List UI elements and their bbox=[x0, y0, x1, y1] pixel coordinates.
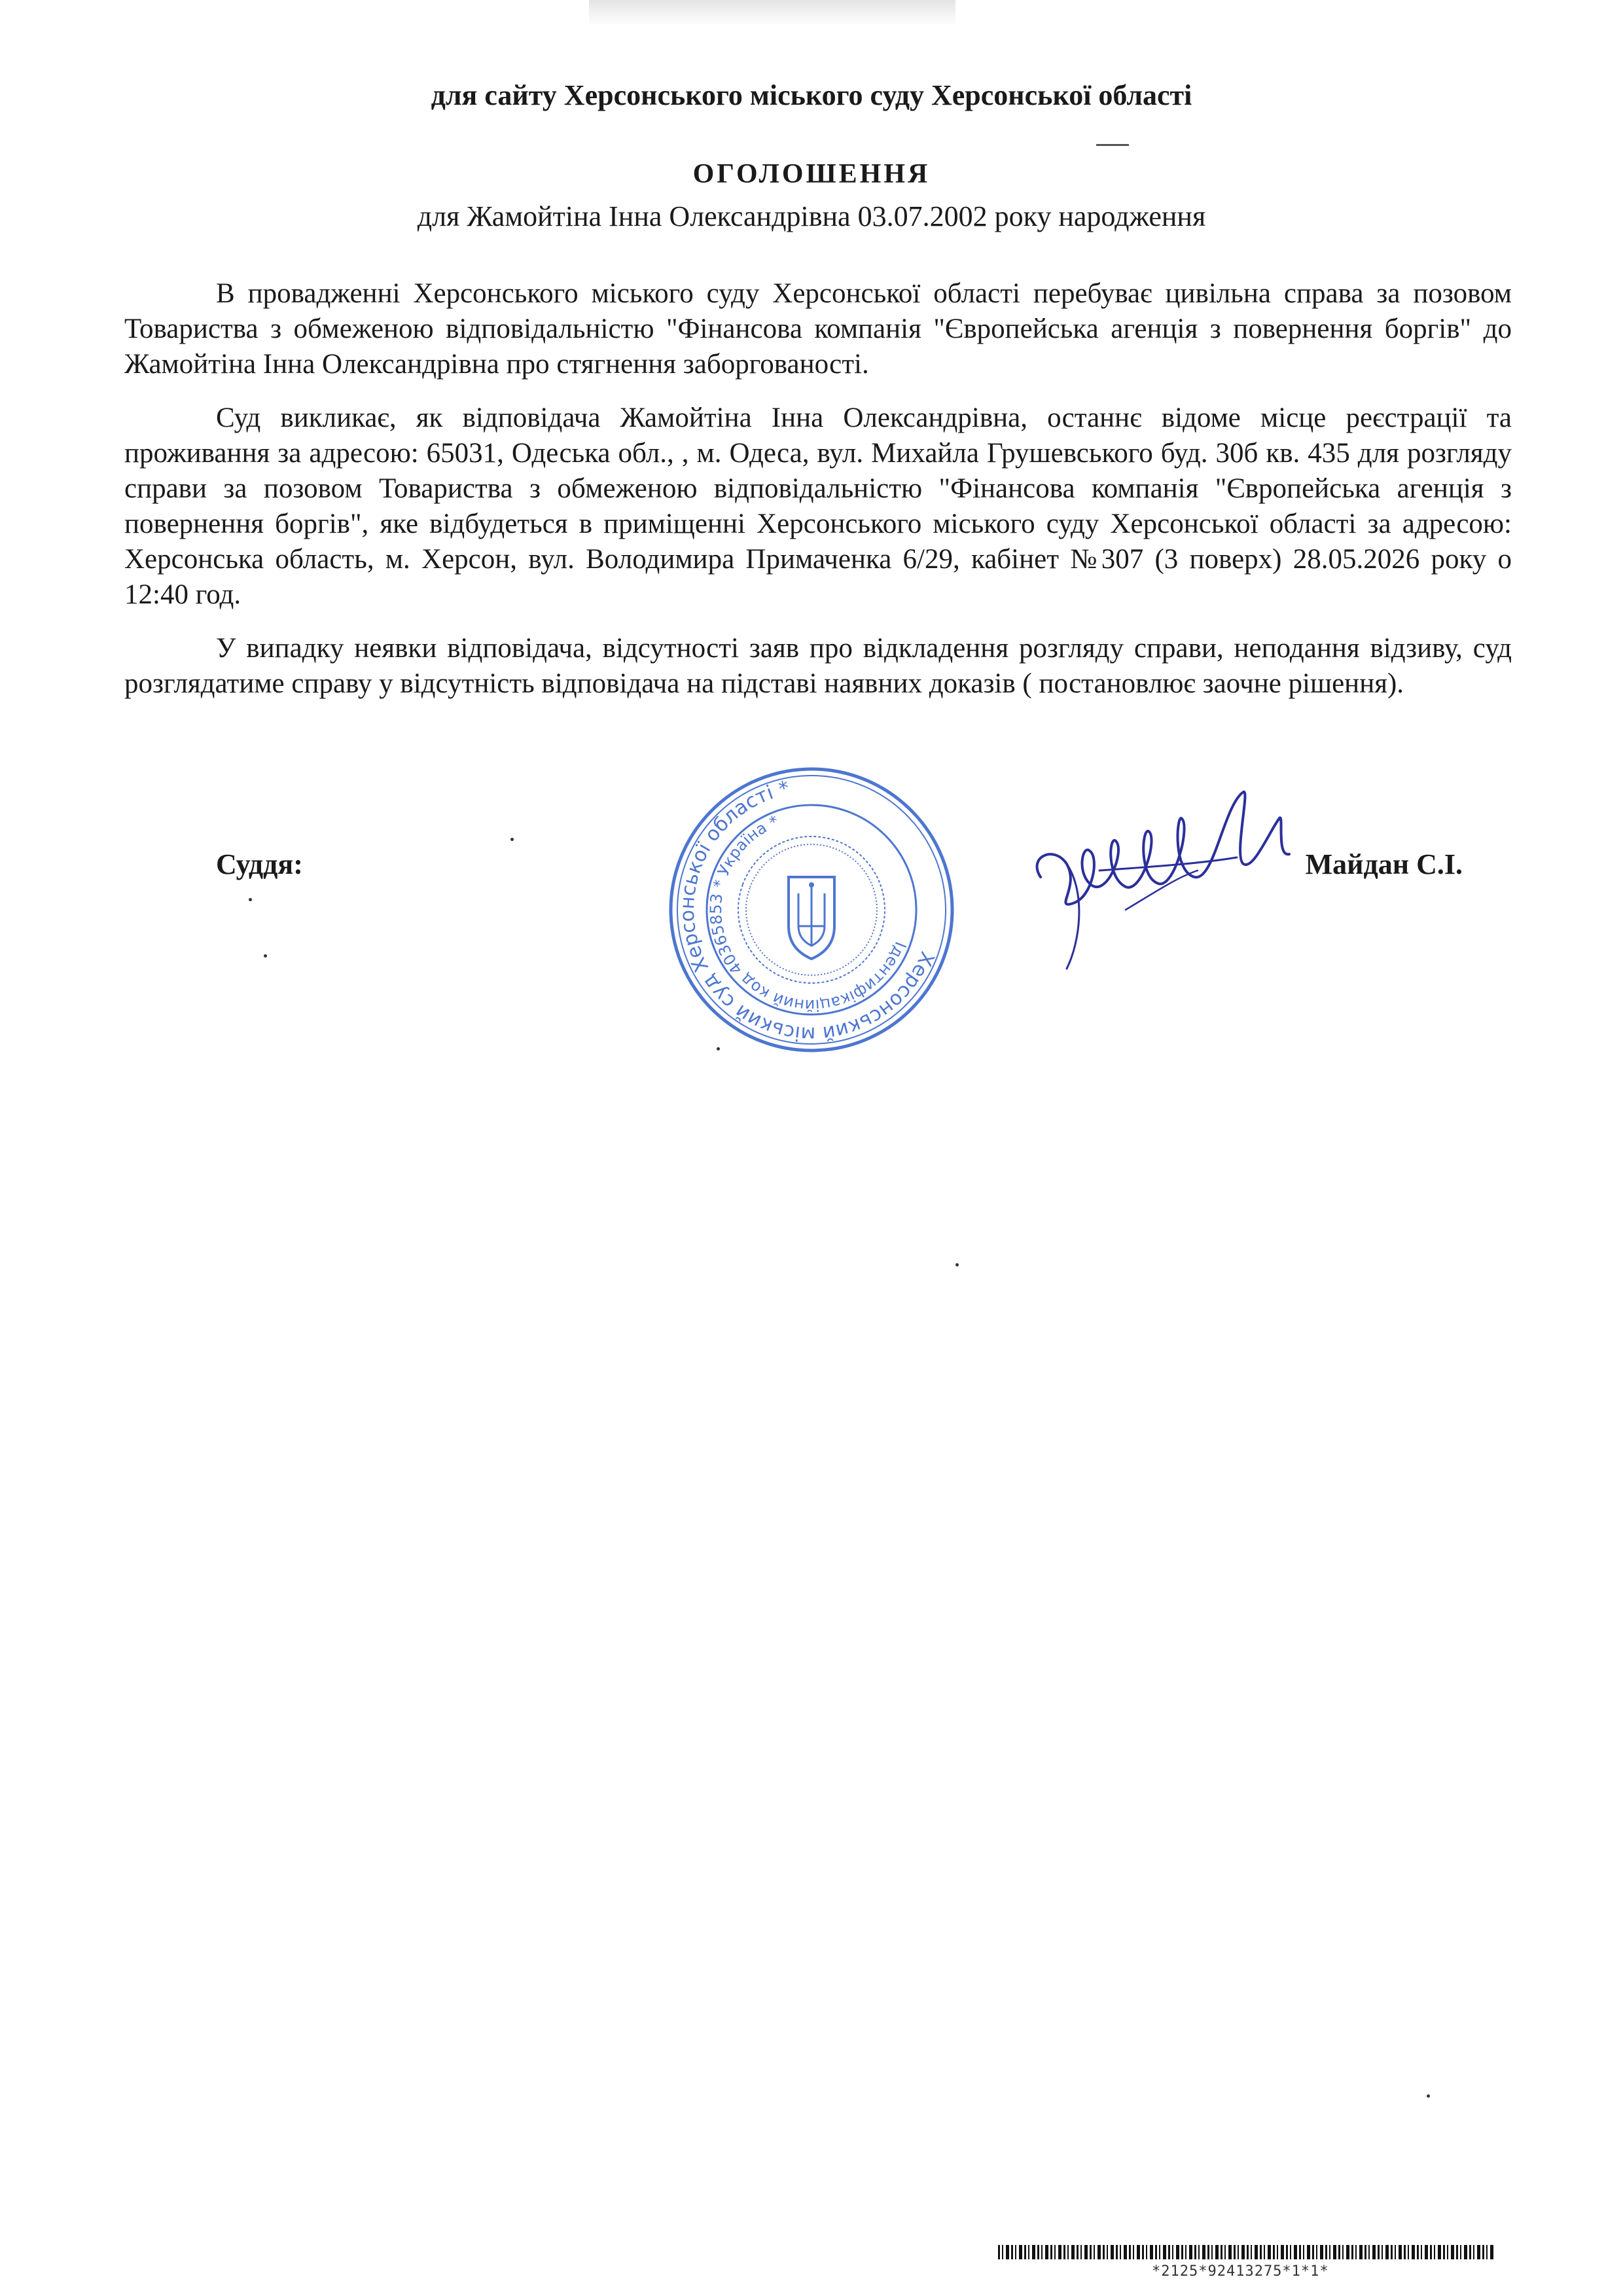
paragraph-default-notice: У випадку неявки відповідача, відсутності заяв про відкладення розгляду справи, неподання відзиву, суд розглядатиме справу у відсутність відповідача на підставі наявних доказів ( постановлює заочне рішення). bbox=[124, 633, 1512, 699]
paragraph-case-info: В провадженні Херсонського міського суду Херсонської області перебуває цивільна справа за позовом Товариства з обмеженою відповідальністю "Фінансова компанія "Європейська агенція з повернення боргів" до Жамойтіна Інна Олександрівна про стягнення заборгованості. bbox=[124, 278, 1512, 380]
judge-signature bbox=[1027, 779, 1315, 975]
coat-of-arms-icon bbox=[789, 877, 834, 959]
scan-speck bbox=[510, 838, 514, 841]
scan-speck bbox=[249, 898, 252, 901]
page-subtitle: для Жамойтіна Інна Олександрівна 03.07.2002 року народження bbox=[417, 200, 1206, 232]
scan-speck bbox=[717, 1047, 720, 1050]
barcode-number: *2125*92413275*1*1* bbox=[1152, 2263, 1329, 2280]
scan-speck bbox=[955, 1263, 959, 1266]
barcode-graphic bbox=[998, 2245, 1495, 2259]
scan-speck bbox=[1427, 2094, 1430, 2098]
judge-label: Суддя: bbox=[216, 848, 303, 880]
court-seal-stamp bbox=[661, 759, 962, 1060]
document-body bbox=[124, 276, 1512, 702]
paragraph-summons: Суд викликає, як відповідача Жамойтіна Інна Олександрівна, останнє відоме місце реєстрації та проживання за адресою: 65031, Одеська обл., , м. Одеса, вул. Михайла Грушевського буд. 30б кв. 435 для розгляду справи за позовом Товариства з обмеженою відповідальністю "Фінансова компанія "Європейська агенція з повернення боргів", яке відбудеться в приміщенні Херсонського міського суду Херсонської області за адресою: Херсонська область, м. Херсон, вул. Володимира Примаченка 6/29, кабінет №307 (3 поверх) 28.05.2026 року о 12:40 год. bbox=[124, 403, 1512, 610]
seal-outer-text: Херсонський міський суд Херсонської області * bbox=[675, 776, 939, 1046]
scan-mark bbox=[1096, 144, 1129, 146]
scan-smudge bbox=[589, 0, 955, 26]
page-title: ОГОЛОШЕННЯ bbox=[692, 159, 931, 189]
seal-inner-text: Ідентифікаційний код 40365853 * Україна * bbox=[706, 812, 910, 1015]
scan-speck bbox=[264, 954, 267, 958]
document-header: для сайту Херсонського міського суду Херсонської області bbox=[431, 79, 1192, 111]
judge-name: Майдан С.І. bbox=[1305, 848, 1463, 880]
